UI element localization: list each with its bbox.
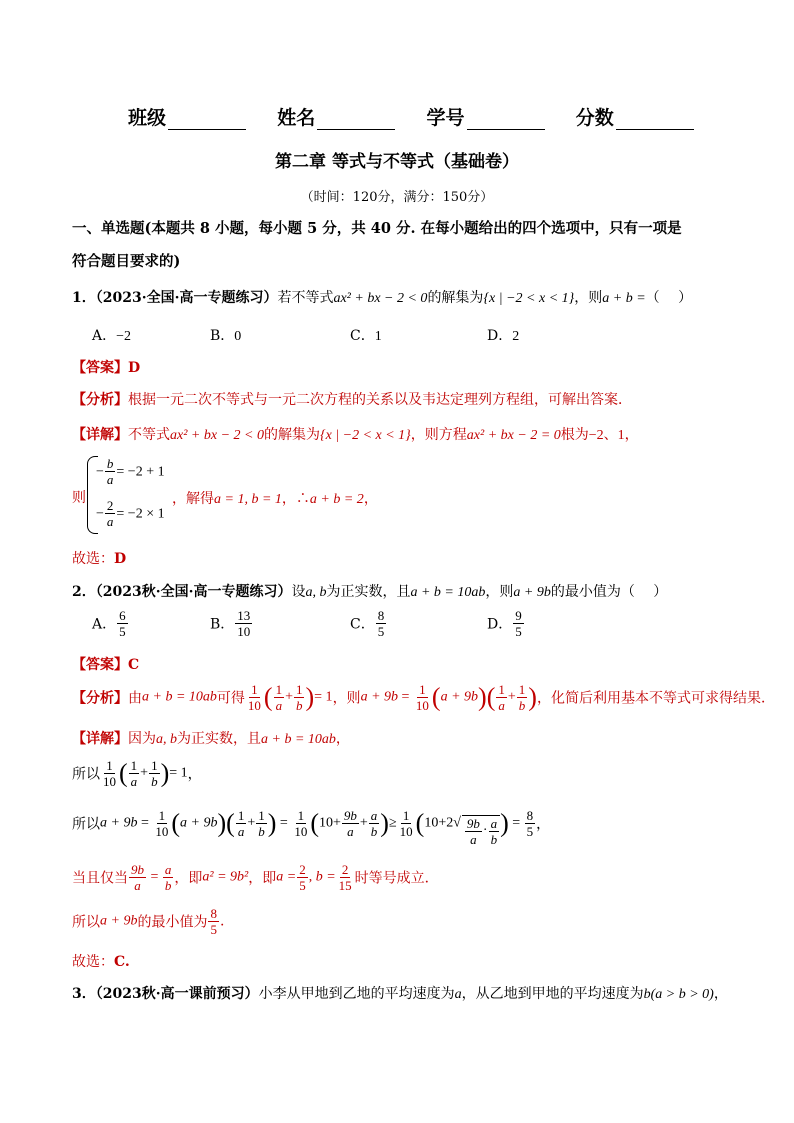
fraction: $\frac{1}{a}$ [130, 758, 138, 789]
fraction: $\frac{1}{10}$ [399, 808, 413, 839]
q1-source: （2023·全国·高一专题练习） [95, 290, 278, 306]
q1-detail-text-b: 的解集为 [263, 427, 320, 443]
q1-stem [72, 287, 692, 307]
q1-answer [72, 357, 140, 377]
fraction: $\frac{8}{5}$ [210, 906, 217, 937]
q2-an-text-b: 可得 [216, 690, 245, 707]
answer-label: 【答案】 [72, 360, 128, 376]
q2-option-a[interactable] [92, 608, 129, 639]
q2-an-text-c: ，则 [332, 690, 361, 707]
q2-an-text-d: ，化简后利用基本不等式可求得结果． [536, 690, 775, 707]
choose-label: 故选： [72, 551, 114, 567]
option-label: C． [350, 616, 375, 633]
q1-number: 1． [72, 290, 96, 306]
field-class-label: 班级 [128, 107, 167, 129]
q2-condition: a + b = 10ab [410, 585, 486, 600]
q2-number: 2． [72, 584, 96, 600]
option-label: C． [350, 328, 375, 344]
page-title: 第二章 等式与不等式（基础卷） [275, 152, 519, 172]
sqrt: $\frac{9b}{a}$ · $\frac{a}{b}$ [462, 815, 500, 847]
q2-step1-eq: = 1 [169, 765, 188, 781]
option-fraction: $\frac{13}{10}$ [237, 608, 251, 639]
q2-source: （2023秋·全国·高一专题练习） [95, 584, 292, 600]
fraction: $\frac{1}{10}$ [294, 808, 308, 839]
q1-detail-text-e: ， [624, 427, 639, 443]
q2-min: 所以a + 9b的最小值为 $\frac{8}{5}$ . [72, 906, 225, 937]
q1-text-a: 若不等式 [277, 290, 334, 306]
q1-detail-text-d: 根为 [560, 427, 589, 443]
q2-de-text-a: 因为 [128, 731, 156, 747]
q1-detail-set: {x | −2 < x < 1} [319, 428, 411, 443]
q1-option-c[interactable] [350, 325, 382, 345]
fraction: $\frac{1}{a}$ [275, 682, 283, 713]
option-fraction: $\frac{9}{5}$ [515, 608, 522, 639]
q1-text-c: ，则 [574, 290, 603, 306]
detail-label: 【详解】 [72, 427, 128, 443]
fraction: $\frac{1}{10}$ [415, 682, 429, 713]
fraction: $\frac{2}{a}$ [106, 498, 114, 529]
option-value: 2 [512, 329, 520, 344]
q2-ge: ≥ [388, 815, 397, 831]
q1-then: 则 [72, 490, 86, 506]
analysis-text: 根据一元二次不等式与一元二次方程的关系以及韦达定理列方程组，可解出答案． [128, 392, 632, 408]
q2-min-a: 所以 [72, 914, 100, 931]
fraction: $\frac{1}{b}$ [295, 682, 303, 713]
option-fraction: $\frac{6}{5}$ [119, 608, 126, 639]
option-label: B． [210, 616, 235, 633]
q1-inequality: ax² + bx − 2 < 0 [333, 291, 428, 306]
q3-number: 3． [72, 986, 96, 1002]
page-subtitle: （时间：120分，满分：150分） [300, 190, 494, 205]
q2-step2-target-2: a + 9b [180, 815, 218, 831]
q2-answer [72, 654, 139, 674]
choose-value: D [114, 551, 127, 567]
q3-var-b: b(a > b > 0) [643, 987, 714, 1002]
q2-an-cond: a + b = 10ab [142, 689, 217, 705]
analysis-label: 【分析】 [72, 690, 128, 707]
fraction: $\frac{1}{a}$ [498, 682, 505, 713]
q1-result: a + b = 2 [309, 492, 364, 507]
q2-equality-condition: 当且仅当 $\frac{9b}{a}$ = $\frac{a}{b}$ ，即a² = 9b²，即a = $\frac{2}{5}$ , b = $\frac{2}{15}$ 时等号成立． [72, 862, 439, 893]
q1-option-b[interactable] [210, 325, 241, 345]
q2-vars: a, b [305, 585, 327, 600]
q2-text-a: 设 [291, 584, 306, 600]
option-label: D． [487, 328, 513, 344]
q2-an-target-2: a + 9b [440, 689, 479, 705]
q1-option-a[interactable] [92, 325, 131, 345]
q2-an-target: a + 9b [360, 689, 399, 705]
q1-solve [172, 488, 378, 508]
q3-source: （2023秋·高一课前预习） [95, 986, 259, 1002]
q1-solve-text: ，解得 [172, 491, 214, 507]
option-label: B． [210, 328, 235, 344]
q1-detail [72, 424, 639, 444]
q2-sq: a² = 9b² [202, 869, 249, 885]
field-score-blank[interactable] [616, 111, 694, 130]
q2-b-val: b = [315, 869, 336, 885]
fraction: $\frac{1}{10}$ [155, 808, 169, 839]
analysis-label: 【分析】 [72, 392, 128, 408]
field-id-blank[interactable] [467, 111, 545, 130]
q1-solve-value: a = 1, b = 1 [214, 492, 282, 507]
q2-stem [72, 581, 667, 601]
q1-end: ， [363, 491, 378, 507]
q2-choose [72, 951, 130, 971]
answer-label: 【答案】 [72, 657, 128, 673]
q2-text-d: 的最小值为（ ） [550, 584, 668, 600]
q2-step2: 所以a + 9b = $\frac{1}{10}$ (a + 9b)( $\frac{1}{a}$ + $\frac{1}{b}$ ) = $\frac{1}{10}$ (10+ $\frac{9b}{a}$ + $\frac{a}{b}$ )≥ $\frac{1}{10}$ (10+2√ $\frac{9b}{a}$ · $\frac{a}{b}$ ) = $\frac{8}{5}$ ， [72, 808, 551, 847]
q3-text-b: ，从乙地到甲地的平均速度为 [461, 986, 644, 1002]
q2-de-text-b: 为正实数，且 [177, 731, 261, 747]
q2-target: a + 9b [513, 585, 551, 600]
choose-value: C. [114, 954, 130, 970]
q2-option-b[interactable] [210, 608, 253, 639]
fraction: $\frac{9b}{a}$ [343, 808, 357, 839]
q2-when-b: ，即 [174, 870, 203, 887]
q1-choose [72, 548, 126, 568]
option-value: 0 [234, 329, 242, 344]
q1-solution-set: {x | −2 < x < 1} [483, 291, 575, 306]
q2-so: 所以 [72, 766, 100, 783]
header-fields [128, 103, 694, 130]
option-label: A． [92, 616, 117, 633]
section-heading-line1: 一、单选题(本题共 8 小题，每小题 5 分，共 40 分. 在每小题给出的四个选项中，只有一项是 [72, 220, 682, 237]
fraction: $\frac{1}{b}$ [151, 758, 158, 789]
q1-option-d[interactable] [487, 325, 519, 345]
option-fraction: $\frac{8}{5}$ [377, 608, 385, 639]
q2-detail: 【详解】因为a, b为正实数，且a + b = 10ab， [72, 731, 350, 747]
fraction: $\frac{1}{b}$ [518, 682, 526, 713]
q2-when: 当且仅当 [72, 870, 128, 887]
section-heading-line2: 符合题目要求的) [72, 253, 181, 270]
q2-min-b: 的最小值为 [137, 914, 208, 931]
q1-paren: （ ） [645, 290, 693, 306]
q2-text-b: 为正实数，且 [326, 584, 411, 600]
option-label: D． [487, 616, 513, 633]
field-class-blank[interactable] [168, 111, 246, 130]
fraction: $\frac{a}{b}$ [370, 808, 378, 839]
q2-when-c: ，即 [248, 870, 277, 887]
option-value: 1 [374, 329, 382, 344]
q2-de-vars: a, b [156, 732, 177, 747]
q1-detail-roots: −2、1 [588, 428, 625, 443]
option-value: −2 [116, 329, 132, 344]
fraction: $\frac{9b}{a}$ [131, 862, 144, 893]
field-score-label: 分数 [575, 107, 614, 129]
q2-step2-target: a + 9b [100, 815, 138, 831]
q2-eq-one: = 1 [314, 689, 333, 705]
q2-option-d[interactable] [487, 608, 525, 639]
answer-value: D [128, 360, 141, 376]
q2-text-c: ，则 [485, 584, 514, 600]
q2-a-val: a = [276, 869, 297, 885]
q2-option-c[interactable] [350, 608, 387, 639]
fraction: $\frac{8}{5}$ [526, 808, 534, 839]
answer-value: C [128, 657, 140, 673]
q2-de-cond: a + b = 10ab [261, 732, 336, 747]
q1-detail-inequality: ax² + bx − 2 < 0 [170, 428, 264, 443]
q2-when-d: 时等号成立． [354, 870, 439, 887]
q1-detail-equation: ax² + bx − 2 = 0 [466, 428, 561, 443]
q2-step1: 所以 $\frac{1}{10}$ ( $\frac{1}{a}$ + $\frac{1}{b}$ )= 1， [72, 758, 202, 789]
fraction: $\frac{1}{a}$ [237, 808, 245, 839]
q1-system-eq1: − $\frac{b}{a}$ = −2 + 1 [96, 456, 165, 487]
q3-stem [72, 983, 728, 1003]
field-name-blank[interactable] [317, 111, 395, 130]
q3-var-a: a [454, 987, 462, 1002]
option-label: A． [92, 328, 117, 344]
fraction: $\frac{2}{5}$ [299, 862, 306, 893]
q1-system-eq2: − $\frac{2}{a}$ = −2 × 1 [96, 498, 165, 529]
fraction: $\frac{2}{15}$ [338, 862, 352, 893]
fraction: $\frac{1}{b}$ [258, 808, 265, 839]
fraction: $\frac{b}{a}$ [106, 456, 114, 487]
q2-so-2: 所以 [72, 816, 100, 833]
fraction: $\frac{a}{b}$ [164, 862, 172, 893]
q3-text-a: 小李从甲地到乙地的平均速度为 [258, 986, 455, 1002]
q1-detail-text-a: 不等式 [128, 427, 170, 443]
q2-min-target: a + 9b [100, 913, 138, 929]
q2-analysis: 【分析】由a + b = 10ab可得 $\frac{1}{10}$ ( $\frac{1}{a}$ + $\frac{1}{b}$ )= 1，则a + 9b = $\frac{1}{10}$ (a + 9b)( $\frac{1}{a}$ + $\frac{1}{b}$ )，化简后利用基本不等式可求得结果． [72, 682, 775, 713]
fraction: $\frac{1}{10}$ [247, 682, 261, 713]
field-name-label: 姓名 [277, 107, 316, 129]
q1-text-b: 的解集为 [427, 290, 484, 306]
q3-text-c: ， [713, 986, 728, 1002]
detail-label: 【详解】 [72, 731, 128, 747]
q1-expression: a + b = [602, 291, 646, 306]
q1-therefore: ，∴ [281, 491, 310, 507]
q1-detail-text-c: ，则方程 [410, 427, 467, 443]
field-id-label: 学号 [426, 107, 465, 129]
q1-analysis [72, 389, 632, 409]
q2-an-text-a: 由 [128, 690, 142, 707]
fraction: $\frac{1}{10}$ [103, 758, 116, 789]
choose-label: 故选： [72, 954, 114, 970]
